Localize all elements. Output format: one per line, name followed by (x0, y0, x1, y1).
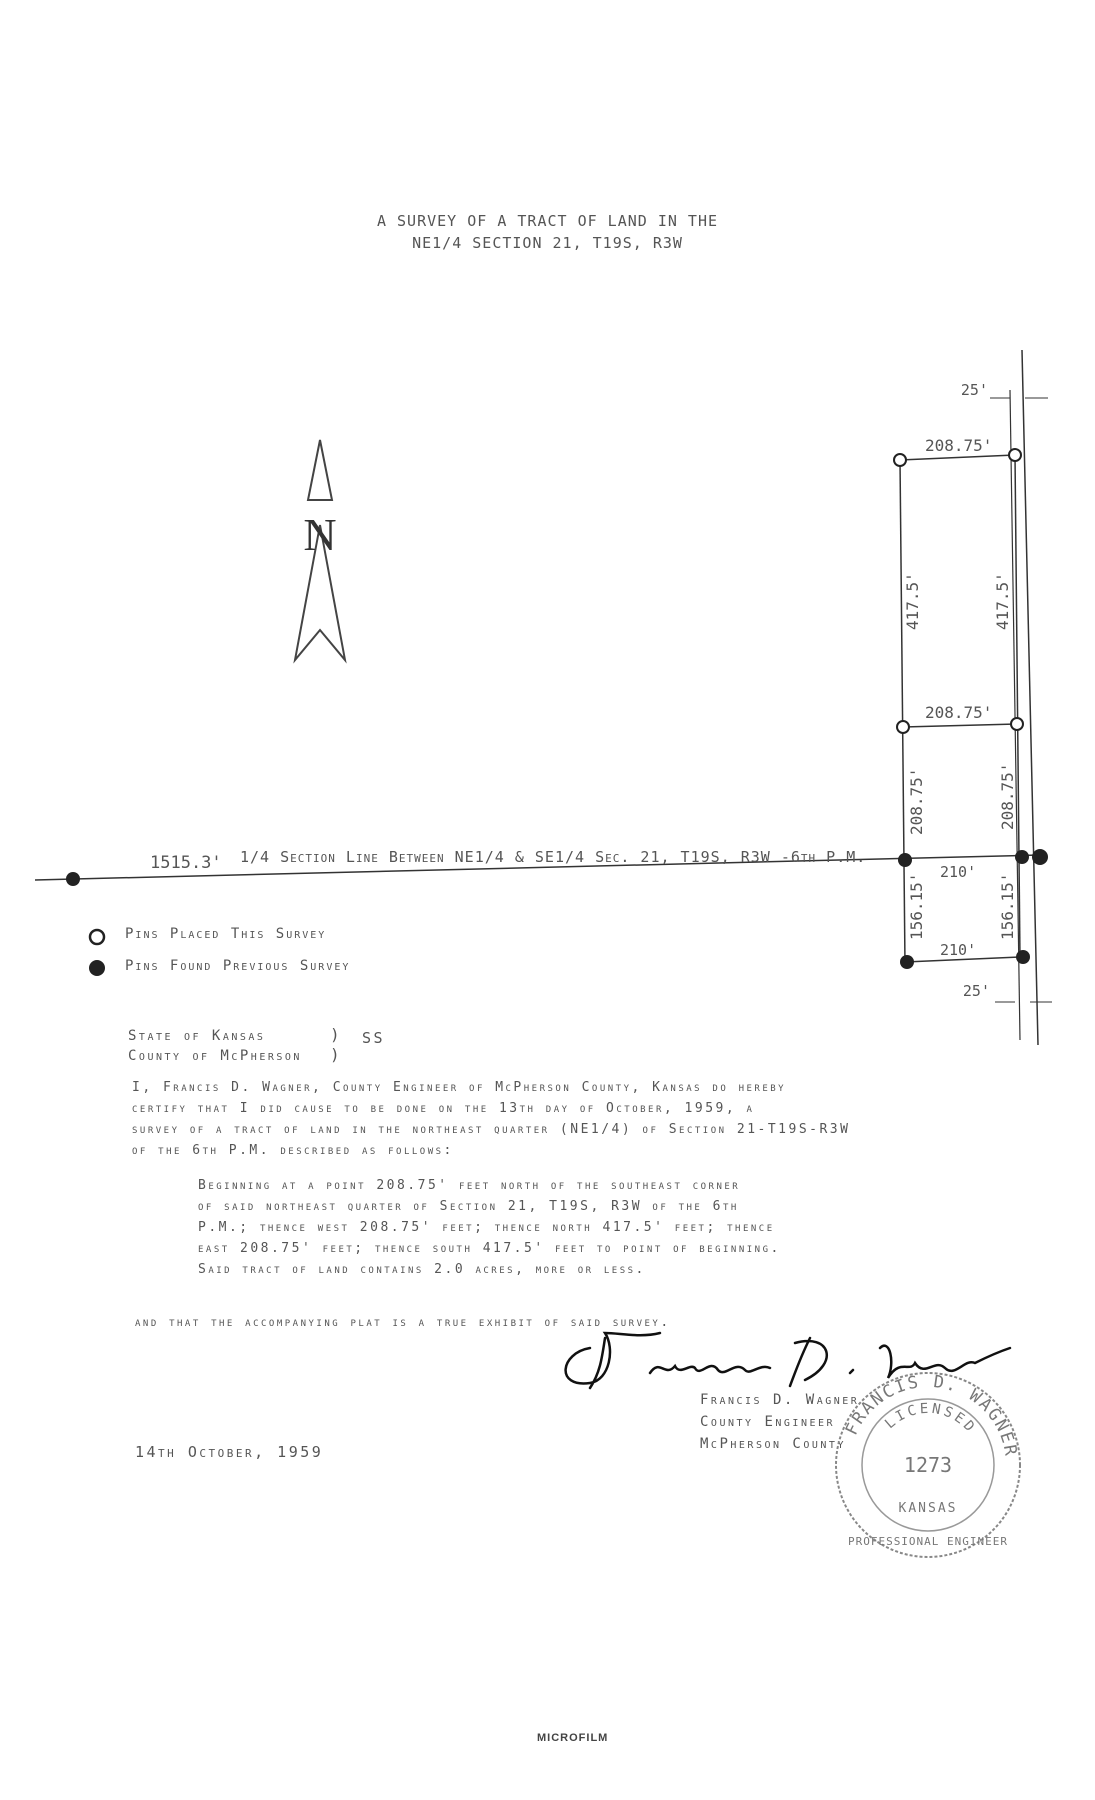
pin-placed-se (1011, 718, 1023, 730)
signer-title: County Engineer (700, 1414, 836, 1430)
description-line-4: east 208.75' feet; thence south 417.5' feet to point of beginning. (198, 1241, 781, 1256)
venue-bracket-top: ) (330, 1025, 343, 1044)
pin-placed-ne (1009, 449, 1021, 461)
legend-found-icon (89, 960, 105, 976)
west-distance-label: 1515.3' (150, 853, 222, 873)
tract-west-line (900, 460, 905, 965)
seal-state: KANSAS (898, 1501, 958, 1516)
engineer-seal (828, 1370, 1028, 1560)
survey-title-line-2: NE1/4 SECTION 21, T19S, R3W (412, 234, 683, 252)
certificate-line-3: survey of a tract of land in the northeast quarter (NE1/4) of Section 21-T19S-R3W (132, 1122, 851, 1137)
pin-found-south-west (900, 955, 914, 969)
pin-found-road (1032, 849, 1048, 865)
certificate-line-1: I, Francis D. Wagner, County Engineer of McPherson County, Kansas do hereby (132, 1080, 787, 1095)
venue-bracket-bottom: ) (330, 1045, 343, 1064)
west-side-south-label: 156.15' (907, 872, 926, 940)
survey-title-line-1: A SURVEY OF A TRACT OF LAND IN THE (376, 212, 719, 230)
pin-found-line-west (898, 853, 912, 867)
legend-placed-icon (90, 930, 104, 944)
compass-letter: N (303, 509, 337, 560)
road-east-line (1022, 350, 1038, 1045)
pin-placed-sw (897, 721, 909, 733)
closing-statement: and that the accompanying plat is a true exhibit of said survey. (135, 1315, 671, 1330)
signer-county: McPherson County (700, 1436, 846, 1452)
venue-county: County of McPherson (128, 1048, 302, 1064)
east-side-south-label: 156.15' (998, 872, 1017, 940)
seal-number: 1273 (903, 1453, 953, 1477)
venue-ss: SS (362, 1029, 386, 1047)
seal-profession: PROFESSIONAL ENGINEER (847, 1535, 1009, 1548)
description-line-3: P.M.; thence west 208.75' feet; thence north 417.5' feet; thence (198, 1220, 775, 1235)
east-side-lower-label: 208.75' (998, 762, 1017, 830)
survey-date: 14th October, 1959 (135, 1443, 324, 1461)
west-side-upper-label: 417.5' (903, 572, 922, 630)
west-side-lower-label: 208.75' (907, 767, 926, 835)
offset-lower-label: 210' (940, 941, 977, 959)
description-line-1: Beginning at a point 208.75' feet north of the southeast corner (198, 1178, 741, 1193)
tract-mid-line (903, 724, 1017, 727)
road-width-bottom-label: 25' (962, 982, 990, 1000)
legend-found-label: Pins Found Previous Survey (125, 958, 351, 974)
description-line-2: of said northeast quarter of Section 21, T19S, R3W of the 6th (198, 1199, 739, 1214)
tract-north-line (900, 455, 1015, 460)
pin-found-west (66, 872, 80, 886)
road-width-top-label: 25' (960, 381, 988, 399)
section-line-label: 1/4 Section Line Between NE1/4 & SE1/4 Sec. 21, T19S, R3W -6th P.M. (240, 848, 867, 866)
description-line-5: Said tract of land contains 2.0 acres, more or less. (198, 1262, 646, 1277)
pin-found-line-east (1015, 850, 1029, 864)
microfilm-stamp: MICROFILM (537, 1732, 609, 1744)
seal-licensed: LICENSED (882, 1400, 980, 1438)
certificate-line-4: of the 6th P.M. described as follows: (132, 1143, 454, 1158)
pin-placed-nw (894, 454, 906, 466)
east-side-upper-label: 417.5' (993, 572, 1012, 630)
offset-upper-label: 210' (940, 863, 977, 881)
certificate-line-2: certify that I did cause to be done on the 13th day of October, 1959, a (132, 1101, 755, 1116)
pin-found-south-east (1016, 950, 1030, 964)
seal-name: FRANCIS D. WAGNER (841, 1371, 1021, 1459)
mid-line-label: 208.75' (925, 703, 993, 722)
signer-name: Francis D. Wagner (700, 1392, 860, 1408)
north-line-label: 208.75' (925, 436, 993, 455)
legend-placed-label: Pins Placed This Survey (125, 926, 327, 942)
venue-state: State of Kansas (128, 1028, 266, 1044)
